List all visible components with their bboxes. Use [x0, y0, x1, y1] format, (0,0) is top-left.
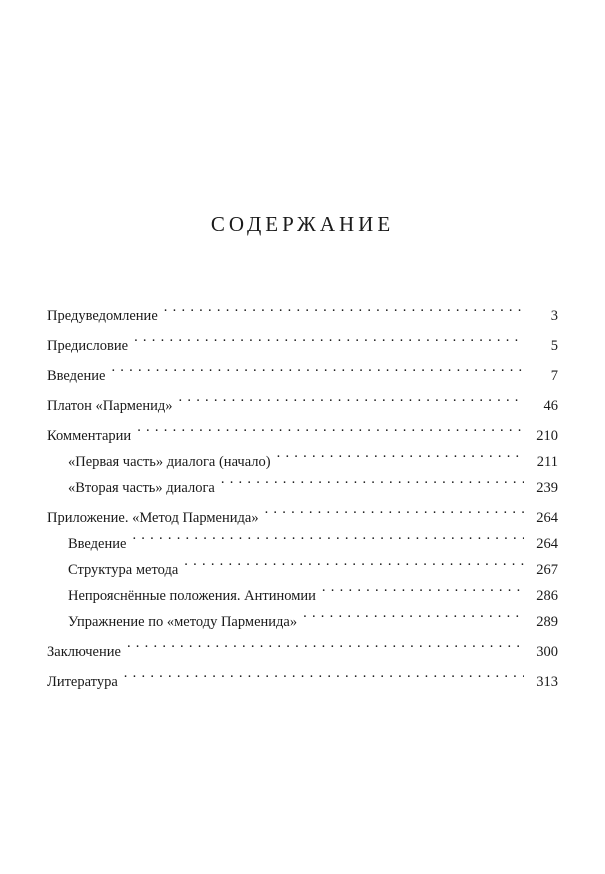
toc-entry-commentary[interactable]: [47, 414, 558, 444]
table-of-contents: [47, 294, 558, 690]
dot-leader: [277, 440, 524, 466]
toc-entry-label: Заключение: [47, 644, 121, 660]
toc-entry-label: «Первая часть» диалога (начало): [68, 454, 271, 470]
dot-leader: [137, 414, 524, 440]
toc-subentry-first-part[interactable]: [47, 440, 558, 470]
toc-entry-label: Упражнение по «методу Парменида»: [68, 614, 298, 630]
dot-leader: [322, 574, 524, 600]
toc-subentry-appendix-introduction[interactable]: [47, 522, 558, 552]
dot-leader: [124, 660, 524, 686]
dot-leader: [164, 294, 524, 320]
toc-entry-label: «Вторая часть» диалога: [68, 480, 215, 496]
toc-entry-label: Введение: [47, 368, 106, 384]
toc-entry-label: Введение: [68, 536, 127, 552]
toc-entry-label: Предисловие: [47, 338, 129, 354]
toc-subentry-method-structure[interactable]: [47, 548, 558, 578]
dot-leader: [134, 324, 524, 350]
toc-page-number: 267: [536, 562, 558, 578]
toc-entry-label: Приложение. «Метод Парменида»: [47, 510, 259, 526]
toc-subentry-second-part[interactable]: [47, 466, 558, 496]
toc-page-number: 211: [536, 454, 558, 470]
dot-leader: [111, 354, 524, 380]
toc-page-number: 7: [550, 368, 558, 384]
toc-entry-label: Структура метода: [68, 562, 179, 578]
toc-entry-plato-parmenides[interactable]: [47, 384, 558, 414]
toc-page-number: 3: [550, 308, 558, 324]
toc-entry-label: Предуведомление: [47, 308, 158, 324]
toc-entry-preface[interactable]: [47, 324, 558, 354]
toc-entry-label: Комментарии: [47, 428, 132, 444]
toc-entry-label: Платон «Парменид»: [47, 398, 173, 414]
toc-entry-label: Непрояснённые положения. Антиномии: [68, 588, 316, 604]
toc-entry-bibliography[interactable]: [47, 660, 558, 690]
dot-leader: [179, 384, 525, 410]
toc-page-number: 264: [536, 536, 558, 552]
toc-entry-conclusion[interactable]: [47, 630, 558, 660]
dot-leader: [265, 496, 524, 522]
toc-subentry-exercise[interactable]: [47, 600, 558, 630]
dot-leader: [184, 548, 524, 574]
dot-leader: [132, 522, 524, 548]
toc-page-number: 313: [536, 674, 558, 690]
page-title: СОДЕРЖАНИЕ: [210, 212, 395, 236]
toc-page-number: 5: [550, 338, 558, 354]
toc-page-number: 264: [536, 510, 558, 526]
toc-page-number: 300: [536, 644, 558, 660]
dot-leader: [303, 600, 524, 626]
toc-page-number: 46: [543, 398, 558, 414]
toc-entry-label: Литература: [47, 674, 118, 690]
toc-page-number: 286: [536, 588, 558, 604]
toc-page-number: 289: [536, 614, 558, 630]
toc-entry-introduction[interactable]: [47, 354, 558, 384]
toc-page-number: 210: [536, 428, 558, 444]
toc-entry-appendix[interactable]: [47, 496, 558, 526]
toc-entry-foreword-note[interactable]: [47, 294, 558, 324]
dot-leader: [221, 466, 524, 492]
toc-page-number: 239: [536, 480, 558, 496]
dot-leader: [127, 630, 524, 656]
toc-subentry-antinomies[interactable]: [47, 574, 558, 604]
